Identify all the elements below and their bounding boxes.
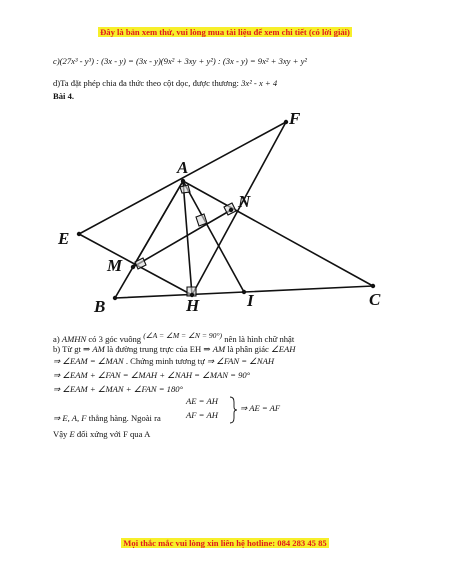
right-brace-icon [228, 396, 238, 424]
solution-line-3-text: . Chứng minh tương tự [125, 356, 207, 366]
solution-b-text-2: là phân giác [227, 344, 271, 354]
solution-a-prefix: a) [53, 334, 60, 344]
solution-angle-eq-1: ⇒ ∠EAM = ∠MAN [53, 356, 124, 366]
hotline-banner-bottom [0, 538, 450, 548]
solution-line-7 [53, 429, 150, 439]
solution-line-6-text: thẳng hàng. Ngoài ra [88, 413, 161, 423]
label-A: A [177, 158, 189, 177]
solution-b-text: là đường trung trực của EH ⇒ [106, 344, 213, 354]
hotline-text: Mọi thắc mắc vui lòng xin liên hệ hotline: 084 283 45 85 [123, 538, 327, 548]
point-B [113, 296, 117, 300]
brace-system [186, 396, 218, 420]
solution-a-conclusion: nên là hình chữ nhật [224, 334, 295, 344]
part-d-quotient: 3x² - x + 4 [241, 78, 278, 88]
right-angle-mark-center [196, 214, 207, 226]
solution-line-5: ⇒ ∠EAM + ∠MAN + ∠FAN = 180° [53, 384, 183, 394]
solution-b-prefix: b) Từ gt ⇒ [53, 344, 93, 354]
part-d-text: d)Ta đặt phép chia đa thức theo cột dọc, được thương: [53, 78, 239, 88]
preview-banner-text: Đây là bản xem thử, vui lòng mua tài liệu để xem chi tiết (có lời giải) [100, 27, 350, 37]
point-E [77, 232, 81, 236]
label-C: C [369, 290, 381, 309]
point-N [229, 208, 233, 212]
right-angle-mark-A [180, 185, 190, 193]
label-B: B [94, 297, 106, 316]
part-c-equation: c)(27x³ - y³) : (3x - y) = (3x - y)(9x² + 3xy + y²) : (3x - y) = 9x² + 3xy + y² [53, 56, 307, 66]
brace-result: ⇒ AE = AF [240, 403, 281, 413]
exercise-heading: Bài 4. [53, 91, 75, 101]
solution-line-3 [53, 356, 274, 367]
brace-equation-top: AE = AH [186, 396, 218, 406]
point-I [242, 290, 246, 294]
solution-a-rectangle: AMHN [61, 334, 87, 344]
label-N: N [238, 192, 251, 211]
solution-a-text: có 3 góc vuông [88, 334, 144, 344]
solution-b-am-2: AM [212, 344, 226, 354]
solution-b-angle: ∠EAH [271, 344, 296, 354]
point-C [371, 284, 375, 288]
point-F [284, 120, 288, 124]
point-A [181, 179, 185, 183]
label-H: H [186, 296, 200, 315]
solution-line-7-text: đối xứng với F qua A [76, 429, 151, 439]
solution-angle-eq-2: ⇒ ∠FAN = ∠NAH [206, 356, 275, 366]
solution-line-6 [53, 413, 161, 424]
solution-b [53, 344, 295, 355]
segment-AM [133, 181, 183, 267]
solution-point-E: E [69, 429, 75, 439]
brace-equation-bottom: AF = AH [186, 410, 218, 420]
solution-line-4: ⇒ ∠EAM + ∠FAN = ∠MAH + ∠NAH = ∠MAN = 90° [53, 370, 251, 380]
solution-collinear: ⇒ E, A, F [53, 413, 87, 423]
solution-b-am: AM [92, 344, 105, 354]
label-E: E [58, 229, 70, 248]
solution-a [53, 331, 294, 344]
solution-line-7-prefix: Vậy [53, 429, 70, 439]
point-M [131, 265, 135, 269]
label-I: I [247, 291, 254, 310]
segment-MN [133, 210, 231, 267]
label-F: F [289, 109, 301, 128]
label-M: M [107, 256, 123, 275]
solution-a-angles: (∠A = ∠M = ∠N = 90°) [143, 331, 223, 340]
